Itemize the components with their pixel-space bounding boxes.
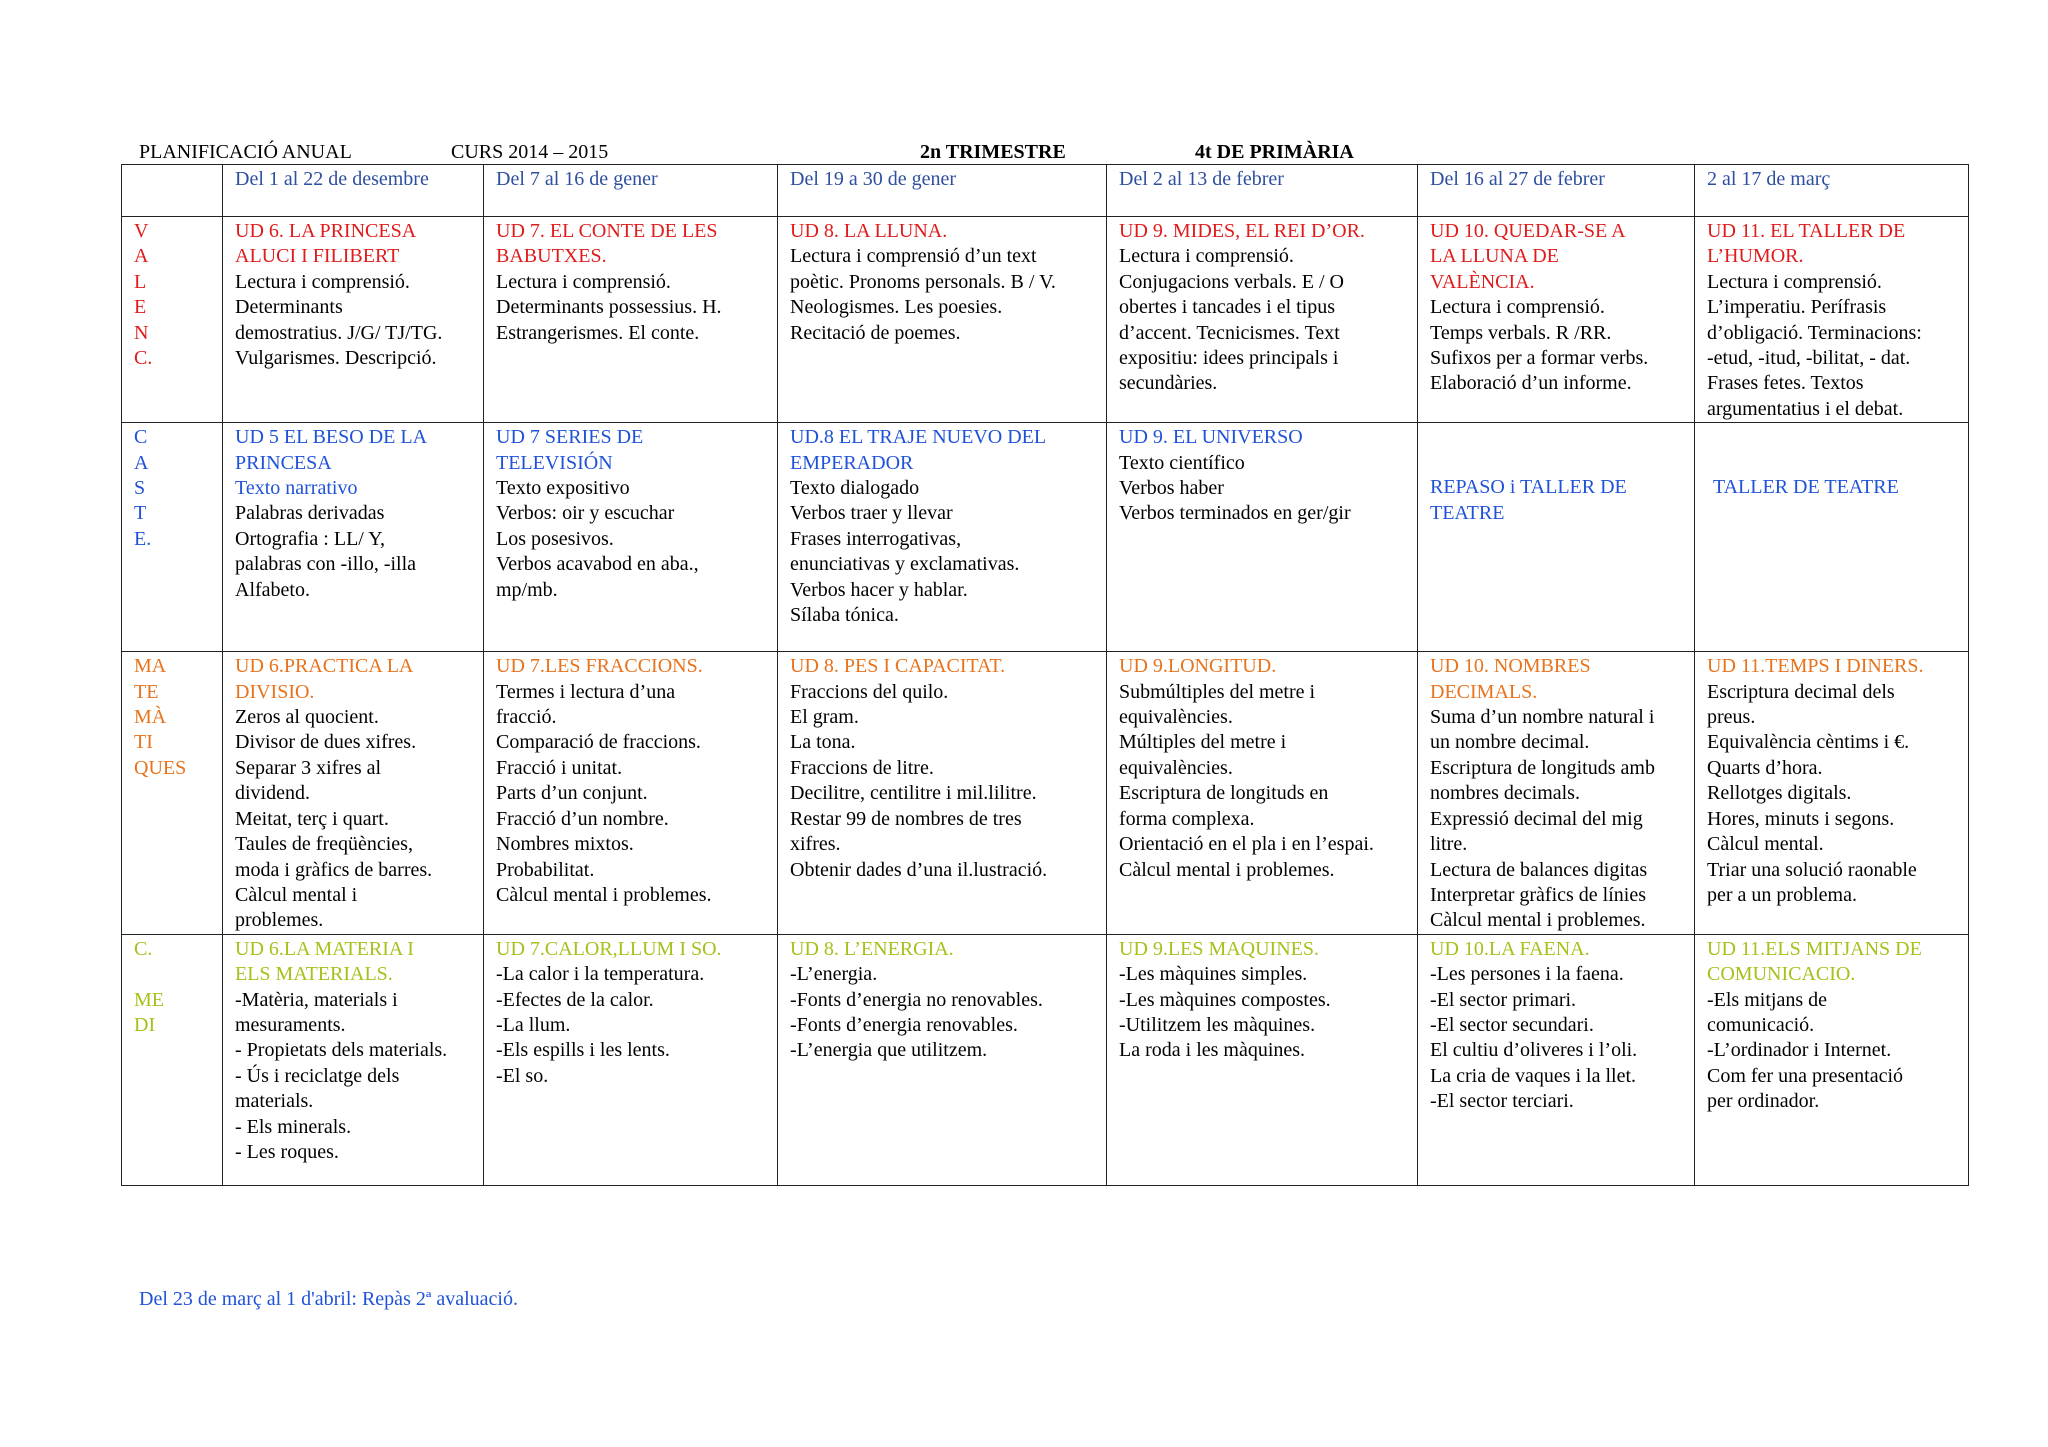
unit-cell — [1107, 934, 1418, 1185]
unit-content-line: -La llum. — [496, 1013, 571, 1036]
unit-content-line: Lectura i comprensió. — [1430, 296, 1605, 319]
unit-content-line: Lectura i comprensió. — [1119, 245, 1294, 268]
unit-title: UD 11.ELS MITJANS DE — [1707, 937, 1922, 960]
unit-content-line: argumentatius i el debat. — [1707, 397, 1904, 420]
unit-content-line: -Els mitjans de — [1707, 988, 1827, 1011]
unit-title: LA LLUNA DE — [1430, 245, 1559, 268]
unit-title: UD 9.LONGITUD. — [1119, 655, 1277, 678]
unit-title: UD 10. NOMBRES — [1430, 655, 1591, 678]
unit-title: UD 8. PES I CAPACITAT. — [790, 655, 1006, 678]
unit-title: L’HUMOR. — [1707, 245, 1804, 268]
unit-content-line: Lectura i comprensió. — [235, 270, 410, 293]
unit-content-line: Escriptura de longituds en — [1119, 782, 1329, 805]
unit-title: UD.8 EL TRAJE NUEVO DEL — [790, 426, 1047, 449]
unit-content-line: Obtenir dades d’una il.lustració. — [790, 858, 1048, 881]
unit-content-line: palabras con -illo, -illa — [235, 553, 417, 576]
unit-content-line: -L’energia. — [790, 963, 878, 986]
unit-cell — [1418, 652, 1695, 934]
unit-content-line: Verbos traer y llevar — [790, 502, 953, 525]
subject-label-matematiques — [122, 652, 223, 934]
unit-content-line: Alfabeto. — [235, 578, 310, 601]
unit-content-line: Vulgarismes. Descripció. — [235, 347, 437, 370]
unit-title: UD 9.LES MAQUINES. — [1119, 937, 1319, 960]
unit-content-line: -Les màquines simples. — [1119, 963, 1308, 986]
subject-letter: C. — [134, 937, 153, 960]
unit-content-line: Taules de freqüències, — [235, 833, 413, 856]
unit-title: UD 10. QUEDAR-SE A — [1430, 220, 1626, 242]
unit-content-line: d’accent. Tecnicismes. Text — [1119, 321, 1340, 344]
corner-cell — [122, 165, 223, 217]
unit-content-line: Fracció d’un nombre. — [496, 807, 669, 830]
unit-content-line: Estrangerismes. El conte. — [496, 321, 700, 344]
unit-content-line: La tona. — [790, 731, 856, 754]
subject-letter: S — [134, 477, 146, 500]
unit-content-line: - Les roques. — [235, 1140, 339, 1163]
unit-content-line: El gram. — [790, 706, 859, 729]
unit-content-line: Triar una solució raonable — [1707, 858, 1917, 881]
subject-letter: QUES — [134, 756, 187, 779]
unit-title: ELS MATERIALS. — [235, 963, 393, 986]
unit-content-line: - Els minerals. — [235, 1115, 352, 1138]
unit-cell — [223, 217, 484, 423]
unit-content-line: Submúltiples del metre i — [1119, 680, 1316, 703]
unit-cell — [1418, 934, 1695, 1185]
unit-content-line: expositiu: idees principals i — [1119, 347, 1339, 370]
unit-cell — [1695, 934, 1969, 1185]
unit-cell — [1107, 217, 1418, 423]
date-range-cell: Del 2 al 13 de febrer — [1107, 165, 1418, 217]
unit-content-line: preus. — [1707, 706, 1756, 729]
date-range-cell: Del 16 al 27 de febrer — [1418, 165, 1695, 217]
unit-content-line: nombres decimals. — [1430, 782, 1580, 805]
row-valencia — [122, 217, 1969, 423]
unit-content-line: Texto dialogado — [790, 477, 920, 500]
unit-title: DECIMALS. — [1430, 680, 1538, 703]
unit-content-line: dividend. — [235, 782, 310, 805]
unit-content-line: Verbos acavabod en aba., — [496, 553, 699, 576]
subject-letter: A — [134, 451, 149, 474]
unit-cell — [778, 652, 1107, 934]
unit-content-line: Determinants — [235, 296, 343, 319]
unit-content-line: Lectura i comprensió d’un text — [790, 245, 1037, 268]
unit-content-line: Verbos hacer y hablar. — [790, 578, 968, 601]
date-range-cell: 2 al 17 de març — [1695, 165, 1969, 217]
unit-title: UD 6.PRACTICA LA — [235, 655, 414, 678]
unit-cell — [1418, 217, 1695, 423]
unit-content-line: Equivalència cèntims i €. — [1707, 731, 1910, 754]
unit-content-line: mp/mb. — [496, 578, 558, 601]
unit-content-line: fracció. — [496, 706, 557, 729]
unit-content-line: Com fer una presentació — [1707, 1064, 1904, 1087]
unit-content-line: Divisor de dues xifres. — [235, 731, 417, 754]
unit-content-line: moda i gràfics de barres. — [235, 858, 433, 881]
unit-content-line: Texto expositivo — [496, 477, 630, 500]
unit-cell — [484, 423, 778, 652]
grade-label: 4t DE PRIMÀRIA — [1195, 141, 1354, 163]
workshop-note — [1707, 475, 1956, 500]
unit-content-line: -El sector terciari. — [1430, 1090, 1574, 1113]
unit-content-line: Frases fetes. Textos — [1707, 372, 1864, 395]
unit-cell — [1107, 652, 1418, 934]
unit-title: UD 7.CALOR,LLUM I SO. — [496, 937, 722, 960]
subject-letter: T — [134, 502, 147, 525]
subject-letter: MA — [134, 655, 167, 678]
unit-title: PRINCESA — [235, 451, 332, 474]
subject-letter: E. — [134, 527, 152, 550]
unit-content-line: demostratius. J/G/ TJ/TG. — [235, 321, 443, 344]
date-range-cell: Del 19 a 30 de gener — [778, 165, 1107, 217]
unit-content-line: Càlcul mental i problemes. — [1119, 858, 1335, 881]
unit-content-line: Zeros al quocient. — [235, 706, 379, 729]
unit-content-line: secundàries. — [1119, 372, 1218, 395]
unit-content-line: Neologismes. Les poesies. — [790, 296, 1003, 319]
unit-title: UD 7.LES FRACCIONS. — [496, 655, 703, 678]
unit-content-line: Sufixos per a formar verbs. — [1430, 347, 1649, 370]
review-note: Del 23 de març al 1 d'abril: Repàs 2ª avaluació. — [139, 1288, 518, 1310]
unit-content-line: Comparació de fraccions. — [496, 731, 701, 754]
dates-row — [122, 165, 1969, 217]
unit-cell — [223, 423, 484, 652]
unit-content-line: Texto científico — [1119, 451, 1245, 474]
unit-content-line: Lectura de balances digitas — [1430, 858, 1648, 881]
unit-cell — [1695, 652, 1969, 934]
unit-content-line: Múltiples del metre i — [1119, 731, 1287, 754]
trimester-label: 2n TRIMESTRE — [920, 141, 1066, 163]
row-coneixement — [122, 934, 1969, 1185]
unit-title: UD 9. MIDES, EL REI D’OR. — [1119, 220, 1365, 242]
date-range-cell: Del 7 al 16 de gener — [484, 165, 778, 217]
unit-content-line: Restar 99 de nombres de tres — [790, 807, 1022, 830]
subject-letter: V — [134, 220, 149, 242]
unit-cell — [778, 217, 1107, 423]
unit-content-line: Ortografia : LL/ Y, — [235, 527, 385, 550]
unit-content-line: un nombre decimal. — [1430, 731, 1590, 754]
unit-content-line: L’imperatiu. Perífrasis — [1707, 296, 1887, 319]
note-line: REPASO i TALLER DE — [1430, 476, 1627, 499]
unit-content-line: Frases interrogativas, — [790, 527, 962, 550]
unit-content-line: Meitat, terç i quart. — [235, 807, 389, 830]
unit-cell — [778, 934, 1107, 1185]
unit-title: UD 8. LA LLUNA. — [790, 220, 948, 242]
unit-title: COMUNICACIO. — [1707, 963, 1856, 986]
subject-letter: N — [134, 321, 149, 344]
unit-title: BABUTXES. — [496, 245, 607, 268]
unit-cell — [223, 652, 484, 934]
unit-content-line: Elaboració d’un informe. — [1430, 372, 1632, 395]
unit-title: TELEVISIÓN — [496, 451, 613, 474]
note-line: TALLER DE TEATRE — [1713, 476, 1899, 499]
unit-content-line: La cria de vaques i la llet. — [1430, 1064, 1637, 1087]
note-line: TEATRE — [1430, 501, 1505, 524]
subject-letter: ME — [134, 988, 164, 1011]
unit-content-line: -Matèria, materials i — [235, 988, 398, 1011]
unit-content-line: Parts d’un conjunt. — [496, 782, 648, 805]
unit-content-line: Expressió decimal del mig — [1430, 807, 1643, 830]
unit-content-line: comunicació. — [1707, 1013, 1815, 1036]
plan-title: PLANIFICACIÓ ANUAL — [139, 141, 352, 163]
unit-title: Texto narrativo — [235, 477, 358, 500]
subject-letter: TE — [134, 680, 159, 703]
unit-content-line: Decilitre, centilitre i mil.lilitre. — [790, 782, 1037, 805]
unit-content-line: forma complexa. — [1119, 807, 1255, 830]
unit-content-line: Lectura i comprensió. — [1707, 270, 1882, 293]
unit-content-line: Probabilitat. — [496, 858, 595, 881]
unit-content-line: Càlcul mental i problemes. — [496, 883, 712, 906]
unit-cell — [778, 423, 1107, 652]
unit-content-line: equivalències. — [1119, 756, 1233, 779]
unit-content-line: Determinants possessius. H. — [496, 296, 722, 319]
unit-title: DIVISIO. — [235, 680, 315, 703]
unit-content-line: Nombres mixtos. — [496, 833, 634, 856]
unit-content-line: Verbos haber — [1119, 477, 1224, 500]
unit-content-line: Los posesivos. — [496, 527, 614, 550]
unit-content-line: El cultiu d’oliveres i l’oli. — [1430, 1039, 1638, 1062]
row-castellano — [122, 423, 1969, 652]
unit-title: UD 9. EL UNIVERSO — [1119, 426, 1303, 449]
unit-content-line: Suma d’un nombre natural i — [1430, 706, 1655, 729]
subject-letter: C. — [134, 347, 153, 370]
unit-title: UD 5 EL BESO DE LA — [235, 426, 428, 449]
unit-content-line: -Fonts d’energia renovables. — [790, 1013, 1018, 1036]
unit-content-line: Verbos: oir y escuchar — [496, 502, 675, 525]
unit-content-line: Orientació en el pla i en l’espai. — [1119, 833, 1374, 856]
unit-title: VALÈNCIA. — [1430, 270, 1535, 293]
workshop-note — [1430, 475, 1682, 526]
subject-letter: L — [134, 270, 147, 293]
unit-content-line: Recitació de poemes. — [790, 321, 961, 344]
course-year: CURS 2014 – 2015 — [451, 141, 609, 163]
unit-content-line: per a un problema. — [1707, 883, 1857, 906]
unit-content-line: -La calor i la temperatura. — [496, 963, 705, 986]
unit-title: UD 7. EL CONTE DE LES — [496, 220, 718, 242]
unit-content-line: Verbos terminados en ger/gir — [1119, 502, 1351, 525]
unit-content-line: -L’energia que utilitzem. — [790, 1039, 988, 1062]
unit-title: UD 11. EL TALLER DE — [1707, 220, 1906, 242]
unit-content-line: La roda i les màquines. — [1119, 1039, 1306, 1062]
unit-content-line: Lectura i comprensió. — [496, 270, 671, 293]
unit-content-line: mesuraments. — [235, 1013, 346, 1036]
unit-content-line: -El sector secundari. — [1430, 1013, 1594, 1036]
unit-cell — [1695, 423, 1969, 652]
unit-content-line: Càlcul mental i problemes. — [1430, 909, 1646, 932]
unit-content-line: Càlcul mental i — [235, 883, 358, 906]
unit-content-line: Quarts d’hora. — [1707, 756, 1823, 779]
unit-content-line: -L’ordinador i Internet. — [1707, 1039, 1892, 1062]
unit-content-line: -Fonts d’energia no renovables. — [790, 988, 1043, 1011]
unit-content-line: -Les màquines compostes. — [1119, 988, 1331, 1011]
unit-content-line: enunciativas y exclamativas. — [790, 553, 1020, 576]
unit-content-line: - Propietats dels materials. — [235, 1039, 448, 1062]
unit-title: ALUCI I FILIBERT — [235, 245, 400, 268]
planning-table — [121, 164, 1969, 1186]
unit-content-line: Interpretar gràfics de línies — [1430, 883, 1647, 906]
unit-content-line: -El so. — [496, 1064, 549, 1087]
unit-title: UD 6.LA MATERIA I — [235, 937, 414, 960]
unit-content-line: -El sector primari. — [1430, 988, 1577, 1011]
unit-cell — [1107, 423, 1418, 652]
unit-content-line: -etud, -itud, -bilitat, - dat. — [1707, 347, 1911, 370]
unit-cell — [484, 652, 778, 934]
unit-content-line: Fracció i unitat. — [496, 756, 623, 779]
unit-cell — [223, 934, 484, 1185]
unit-content-line: xifres. — [790, 833, 841, 856]
unit-content-line: equivalències. — [1119, 706, 1233, 729]
unit-content-line: problemes. — [235, 909, 324, 932]
unit-cell — [484, 934, 778, 1185]
unit-title: EMPERADOR — [790, 451, 914, 474]
unit-content-line: materials. — [235, 1090, 314, 1113]
unit-content-line: - Ús i reciclatge dels — [235, 1064, 400, 1087]
unit-content-line: litre. — [1430, 833, 1468, 856]
unit-content-line: Fraccions del quilo. — [790, 680, 949, 703]
subject-letter: MÀ — [134, 706, 167, 729]
unit-content-line: -Els espills i les lents. — [496, 1039, 670, 1062]
unit-content-line: Termes i lectura d’una — [496, 680, 676, 703]
unit-title: UD 7 SERIES DE — [496, 426, 644, 449]
unit-content-line: Escriptura decimal dels — [1707, 680, 1895, 703]
unit-content-line: Hores, minuts i segons. — [1707, 807, 1895, 830]
subject-label-castellano — [122, 423, 223, 652]
unit-content-line: Fraccions de litre. — [790, 756, 934, 779]
unit-cell — [1418, 423, 1695, 652]
unit-content-line: d’obligació. Terminacions: — [1707, 321, 1922, 344]
unit-title: UD 6. LA PRINCESA — [235, 220, 417, 242]
unit-cell — [1695, 217, 1969, 423]
subject-letter: C — [134, 426, 148, 449]
unit-title: UD 8. L’ENERGIA. — [790, 937, 954, 960]
subject-label-valencia — [122, 217, 223, 423]
row-matematiques — [122, 652, 1969, 934]
subject-letter: TI — [134, 731, 153, 754]
unit-content-line: Càlcul mental. — [1707, 833, 1824, 856]
unit-content-line: poètic. Pronoms personals. B / V. — [790, 270, 1056, 293]
unit-content-line: -Utilitzem les màquines. — [1119, 1013, 1316, 1036]
unit-content-line: Rellotges digitals. — [1707, 782, 1852, 805]
date-range-cell: Del 1 al 22 de desembre — [223, 165, 484, 217]
unit-content-line: Palabras derivadas — [235, 502, 385, 525]
subject-letter: E — [134, 296, 147, 319]
unit-content-line: Separar 3 xifres al — [235, 756, 382, 779]
unit-content-line: -Les persones i la faena. — [1430, 963, 1624, 986]
unit-content-line: per ordinador. — [1707, 1090, 1820, 1113]
subject-letter — [134, 962, 210, 987]
unit-title: UD 10.LA FAENA. — [1430, 937, 1590, 960]
unit-content-line: Escriptura de longituds amb — [1430, 756, 1655, 779]
unit-content-line: Sílaba tónica. — [790, 604, 899, 627]
unit-cell — [484, 217, 778, 423]
subject-letter: DI — [134, 1013, 156, 1036]
unit-content-line: obertes i tancades i el tipus — [1119, 296, 1336, 319]
unit-content-line: Temps verbals. R /RR. — [1430, 321, 1612, 344]
unit-content-line: -Efectes de la calor. — [496, 988, 654, 1011]
subject-label-coneixement — [122, 934, 223, 1185]
subject-letter: A — [134, 245, 149, 268]
unit-content-line: Conjugacions verbals. E / O — [1119, 270, 1344, 293]
unit-title: UD 11.TEMPS I DINERS. — [1707, 655, 1924, 678]
